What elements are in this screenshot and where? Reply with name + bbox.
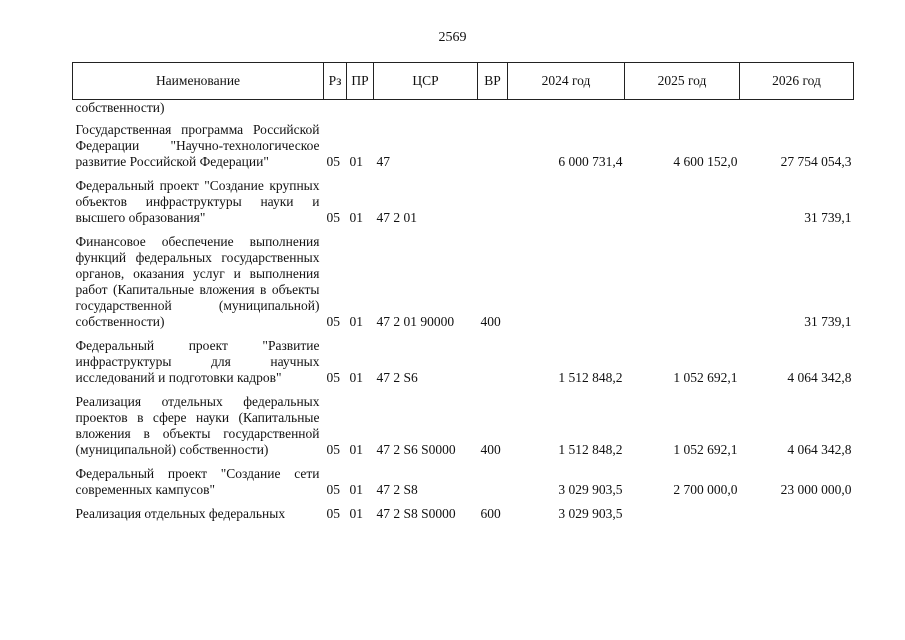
row-pr: 01 — [349, 210, 363, 225]
row-rz — [324, 100, 347, 123]
row-pr: 01 — [349, 314, 363, 329]
row-csr: 47 — [376, 154, 390, 169]
row-rz: 05 — [326, 370, 340, 385]
row-pr: 01 — [349, 506, 363, 521]
row-2024 — [508, 234, 625, 338]
row-name: Финансовое обеспечение выполнения функций федеральных государственных органов, оказания услуг и выполнения работ (Капитальные вложения в объекты государственной (муниципальной) собственности) — [75, 234, 320, 329]
row-csr — [374, 100, 478, 123]
page-number: 2569 — [438, 30, 467, 45]
row-name: Государственная программа Российской Федерации "Научно-технологическое развитие Российской Федерации" — [75, 122, 320, 169]
row-rz: 05 — [326, 442, 340, 457]
header-2025: 2025 год — [625, 63, 740, 100]
header-2026: 2026 год — [740, 63, 854, 100]
row-name: Федеральный проект "Создание крупных объектов инфраструктуры науки и высшего образования" — [75, 178, 320, 225]
row-2024: 1 512 848,2 — [558, 370, 623, 385]
row-pr: 01 — [349, 370, 363, 385]
row-2025: 4 600 152,0 — [673, 154, 738, 169]
row-name: Федеральный проект "Развитие инфраструктуры для научных исследований и подготовки кадров" — [75, 338, 320, 385]
table-row — [73, 178, 854, 234]
table-header-row — [73, 63, 854, 100]
row-2024: 1 512 848,2 — [558, 442, 623, 457]
row-rz: 05 — [326, 482, 340, 497]
row-2025 — [625, 506, 740, 522]
row-2025: 2 700 000,0 — [673, 482, 738, 497]
row-csr: 47 2 S8 — [376, 482, 418, 497]
table-row — [73, 234, 854, 338]
row-vr: 400 — [480, 442, 501, 457]
row-2026: 27 754 054,3 — [780, 154, 852, 169]
row-2026 — [740, 100, 854, 123]
table-row — [73, 394, 854, 466]
row-pr: 01 — [349, 154, 363, 169]
row-pr: 01 — [349, 442, 363, 457]
row-rz: 05 — [326, 154, 340, 169]
row-vr: 600 — [480, 506, 501, 521]
table-row — [73, 122, 854, 178]
header-pr: ПР — [347, 63, 374, 100]
row-vr — [478, 466, 508, 506]
table-row — [73, 466, 854, 506]
row-2024 — [508, 178, 625, 234]
row-2026: 31 739,1 — [804, 314, 852, 329]
row-2025 — [625, 100, 740, 123]
row-pr: 01 — [349, 482, 363, 497]
row-2024 — [508, 100, 625, 123]
table-row — [73, 338, 854, 394]
row-csr: 47 2 S6 — [376, 370, 418, 385]
row-vr — [478, 178, 508, 234]
row-rz: 05 — [326, 314, 340, 329]
row-name: Реализация отдельных федеральных проектов в сфере науки (Капитальные вложения в объекты государственной (муниципальной) собственности) — [75, 394, 320, 457]
row-vr — [478, 122, 508, 178]
row-pr — [347, 100, 374, 123]
row-vr: 400 — [480, 314, 501, 329]
header-2024: 2024 год — [508, 63, 625, 100]
row-vr — [478, 338, 508, 394]
table-row — [73, 506, 854, 522]
header-vr: ВР — [478, 63, 508, 100]
row-rz: 05 — [326, 506, 340, 521]
row-csr: 47 2 01 — [376, 210, 417, 225]
row-csr: 47 2 S8 S0000 — [376, 506, 456, 521]
row-csr: 47 2 01 90000 — [376, 314, 455, 329]
row-2026: 4 064 342,8 — [787, 442, 852, 457]
budget-table — [72, 62, 854, 522]
row-2026: 4 064 342,8 — [787, 370, 852, 385]
row-2026 — [740, 506, 854, 522]
header-name: Наименование — [73, 63, 324, 100]
header-csr: ЦСР — [374, 63, 478, 100]
row-2025: 1 052 692,1 — [673, 370, 738, 385]
row-2024: 3 029 903,5 — [558, 506, 623, 521]
header-rz: Рз — [324, 63, 347, 100]
row-2025 — [625, 178, 740, 234]
row-2024: 6 000 731,4 — [558, 154, 623, 169]
row-rz: 05 — [326, 210, 340, 225]
row-2024: 3 029 903,5 — [558, 482, 623, 497]
table-row — [73, 100, 854, 123]
row-2025: 1 052 692,1 — [673, 442, 738, 457]
row-2025 — [625, 234, 740, 338]
row-name: Реализация отдельных федеральных — [75, 506, 286, 521]
row-csr: 47 2 S6 S0000 — [376, 442, 456, 457]
row-vr — [478, 100, 508, 123]
row-2026: 23 000 000,0 — [780, 482, 852, 497]
row-name: Федеральный проект "Создание сети современных кампусов" — [75, 466, 320, 497]
row-2026: 31 739,1 — [804, 210, 852, 225]
row-name: собственности) — [75, 100, 165, 115]
